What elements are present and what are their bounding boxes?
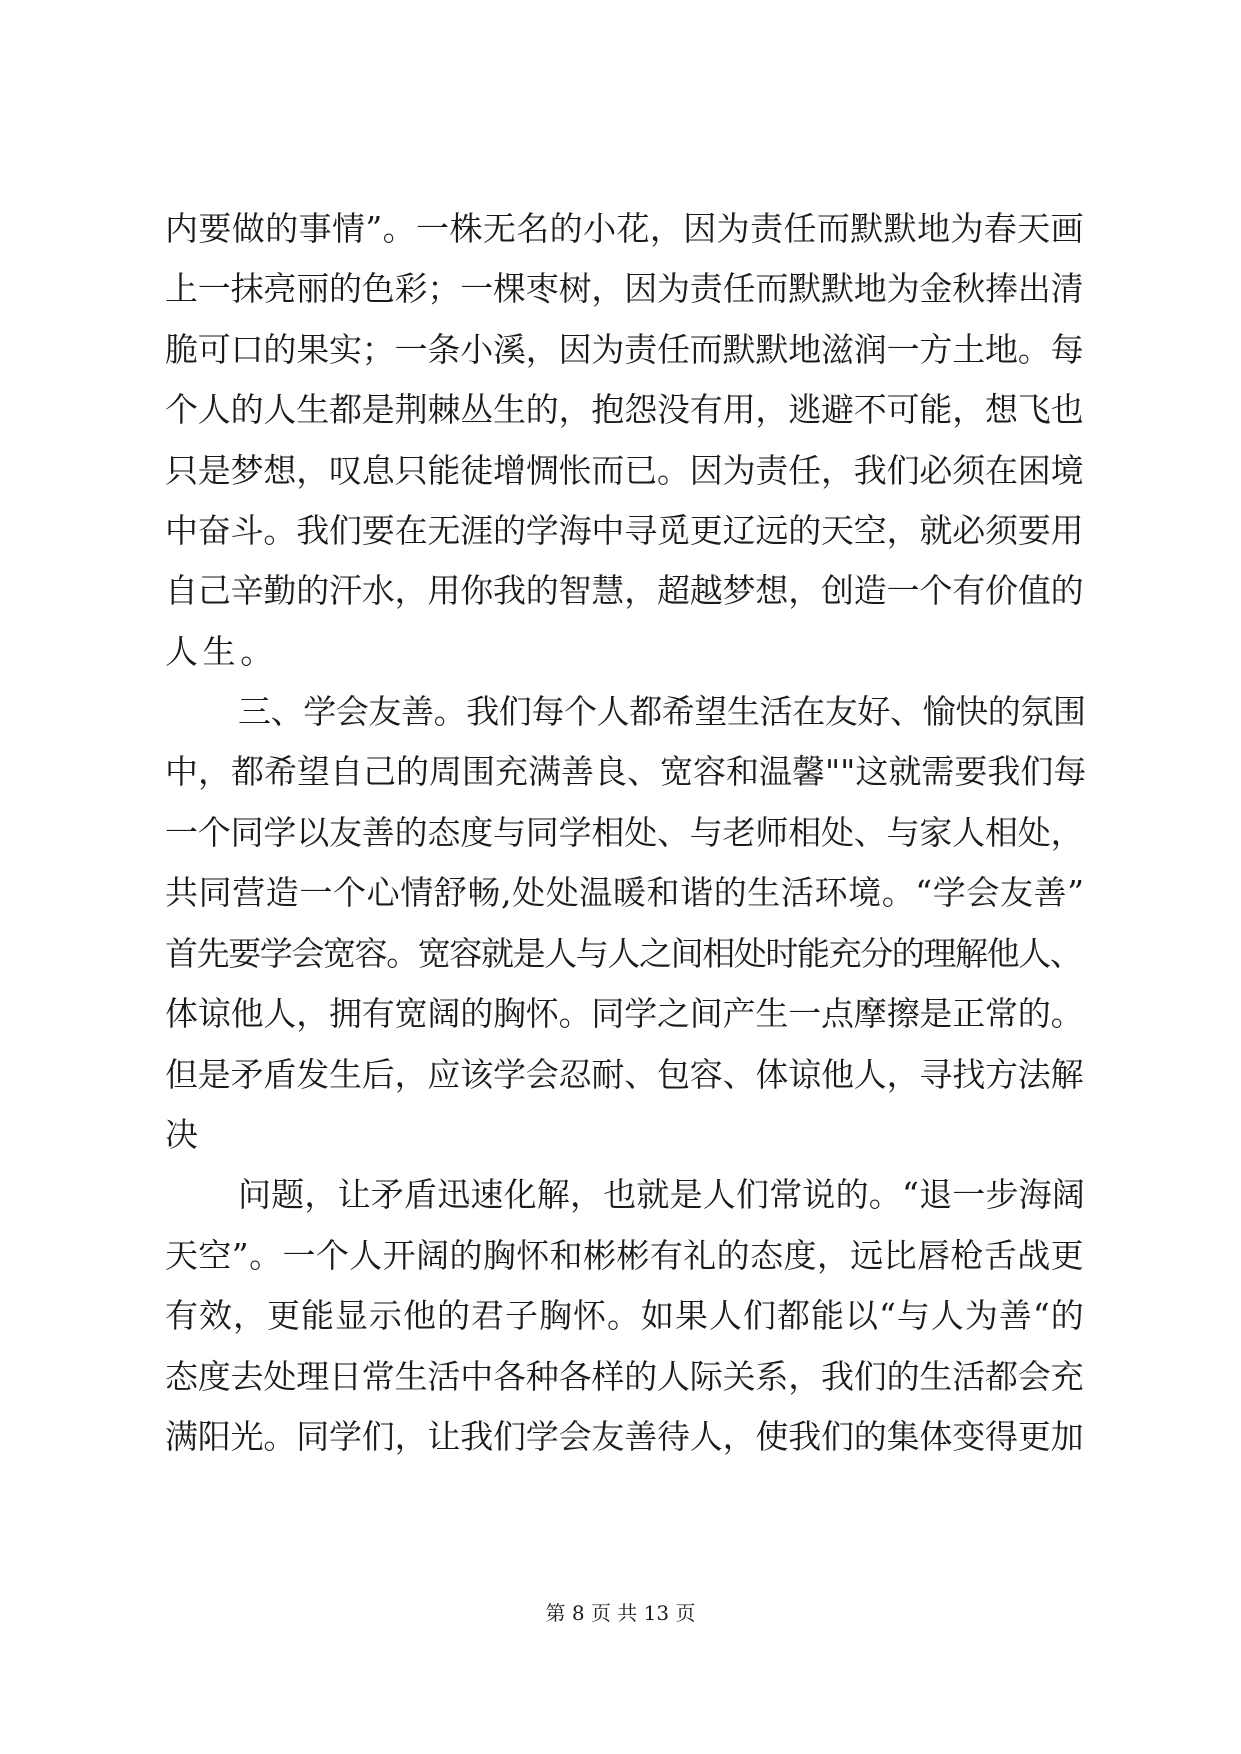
- text-line: 人生。: [165, 632, 278, 671]
- text-line: 天空”。一个人开阔的胸怀和彬彬有礼的态度，远比唇枪舌战更: [165, 1236, 1085, 1275]
- paragraph-start-line: 三、学会友善。我们每个人都希望生活在友好、愉快的氛围: [238, 692, 1086, 731]
- text-line: 内要做的事情”。一株无名的小花，因为责任而默默地为春天画: [165, 209, 1085, 248]
- text-line: 中奋斗。我们要在无涯的学海中寻觅更辽远的天空，就必须要用: [165, 511, 1084, 550]
- text-line: 决: [165, 1115, 203, 1154]
- text-line: 脆可口的果实；一条小溪，因为责任而默默地滋润一方土地。每: [165, 330, 1084, 369]
- text-line: 有效，更能显示他的君子胸怀。如果人们都能以“与人为善“的: [165, 1296, 1085, 1335]
- text-line: 体谅他人，拥有宽阔的胸怀。同学之间产生一点摩擦是正常的。: [165, 994, 1084, 1033]
- text-line: 但是矛盾发生后，应该学会忍耐、包容、体谅他人，寻找方法解: [165, 1055, 1084, 1094]
- text-line: 中，都希望自己的周围充满善良、宽容和温馨""这就需要我们每: [165, 752, 1087, 791]
- text-line: 上一抹亮丽的色彩；一棵枣树，因为责任而默默地为金秋捧出清: [165, 269, 1084, 308]
- text-line: 只是梦想，叹息只能徒增惆怅而已。因为责任，我们必须在困境: [165, 451, 1084, 490]
- text-line: 满阳光。同学们，让我们学会友善待人，使我们的集体变得更加: [165, 1417, 1084, 1456]
- text-line: 首先要学会宽容。宽容就是人与人之间相处时能充分的理解他人、: [165, 934, 1082, 973]
- text-line: 共同营造一个心情舒畅,处处温暖和谐的生活环境。“学会友善”: [165, 873, 1085, 912]
- text-line: 态度去处理日常生活中各种各样的人际关系，我们的生活都会充: [165, 1357, 1084, 1396]
- text-line: 个人的人生都是荆棘丛生的，抱怨没有用，逃避不可能，想飞也: [165, 390, 1084, 429]
- text-line: 自己辛勤的汗水，用你我的智慧，超越梦想，创造一个有价值的: [165, 571, 1084, 610]
- page-number-footer: 第 8 页 共 13 页: [545, 1601, 696, 1625]
- paragraph-start-line: 问题，让矛盾迅速化解，也就是人们常说的。“退一步海阔: [238, 1175, 1086, 1214]
- text-line: 一个同学以友善的态度与同学相处、与老师相处、与家人相处，: [165, 813, 1084, 852]
